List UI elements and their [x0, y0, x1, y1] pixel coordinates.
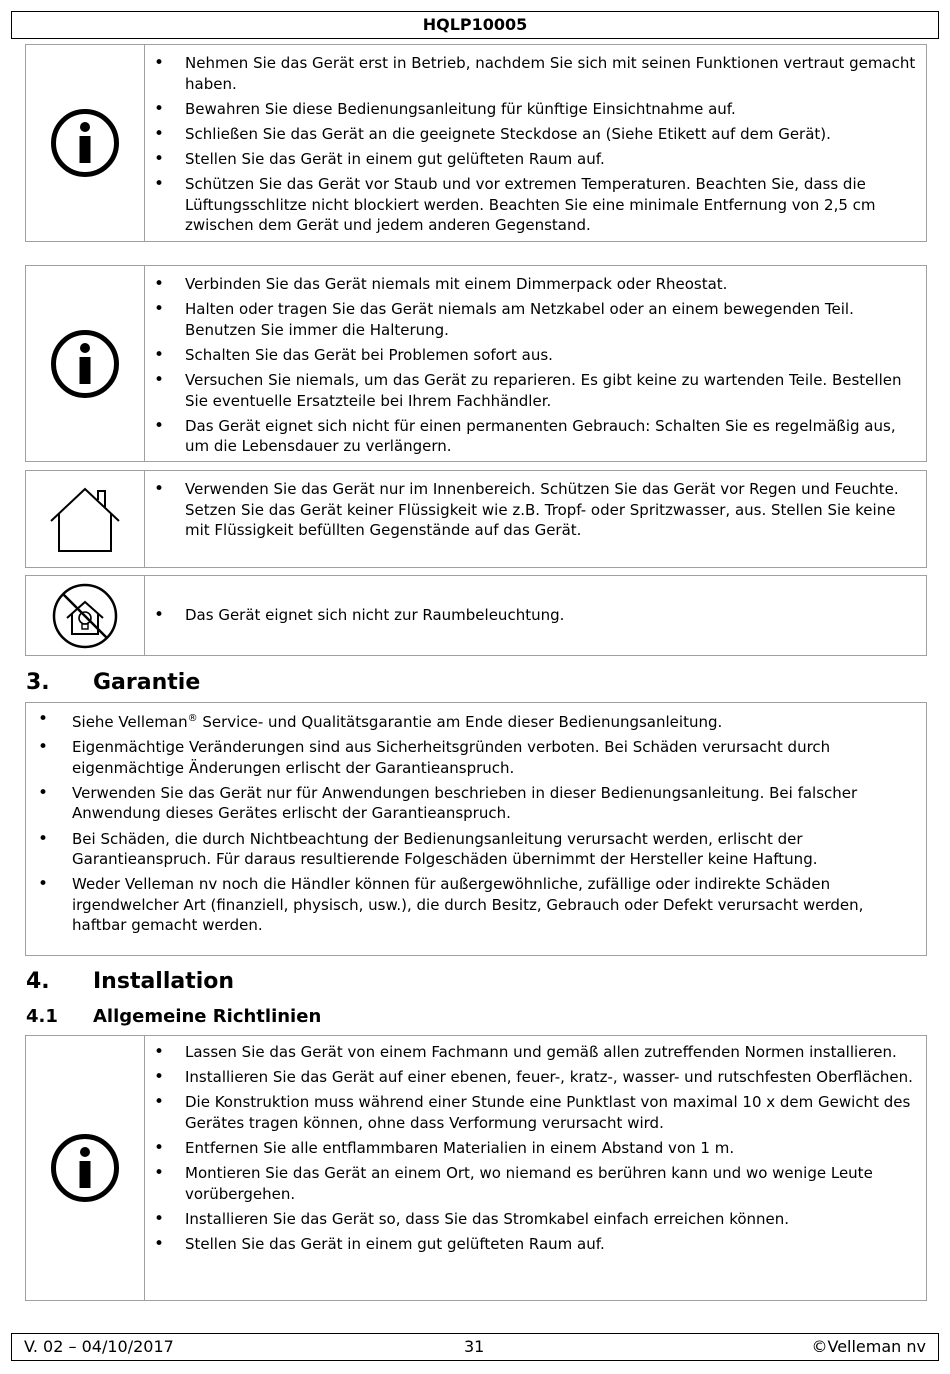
page-header: HQLP10005: [11, 11, 939, 39]
list-item: • Verbinden Sie das Gerät niemals mit einem Dimmerpack oder Rheostat.: [144, 274, 920, 295]
garantie-list: [26, 709, 920, 940]
list-item: • Verwenden Sie das Gerät nur für Anwendungen beschrieben in dieser Bedienungsanleitung. Bei falscher Anwendung dieses Gerätes erlischt der Garantieanspruch.: [26, 783, 920, 824]
list-item: • Lassen Sie das Gerät von einem Fachmann und gemäß allen zutreffenden Normen installieren.: [144, 1042, 920, 1063]
section-heading-installation: [26, 969, 234, 994]
page-number: 31: [464, 1337, 485, 1356]
copyright-label: ©Velleman nv: [811, 1337, 926, 1356]
list-item: • Siehe Velleman® Service- und Qualitätsgarantie am Ende dieser Bedienungsanleitung.: [26, 709, 920, 733]
info-icon: [50, 1133, 120, 1203]
list-item: • Schließen Sie das Gerät an die geeignete Steckdose an (Siehe Etikett auf dem Gerät).: [144, 124, 920, 145]
subsection-number: 4.1: [26, 1006, 58, 1027]
list-item: • Weder Velleman nv noch die Händler können für außergewöhnliche, zufällige oder indirekte Schäden irgendwelcher Art (finanziell, physisch, usw.), die durch Besitz, Gebrauch oder Defekt verursacht werden, haftbar gemacht werden.: [26, 874, 920, 936]
list-item: • Das Gerät eignet sich nicht zur Raumbeleuchtung.: [144, 605, 920, 626]
list-item: • Stellen Sie das Gerät in einem gut gelüfteten Raum auf.: [144, 1234, 920, 1255]
list-item: • Verwenden Sie das Gerät nur im Innenbereich. Schützen Sie das Gerät vor Regen und Feuchte. Setzen Sie das Gerät keiner Flüssigkeit wie z.B. Tropf- oder Spritzwasser, aus. Stellen Sie keine mit Flüssigkeit befüllten Gegenstände auf das Gerät.: [144, 479, 920, 541]
page-footer: [11, 1333, 939, 1361]
list-item: • Schalten Sie das Gerät bei Problemen sofort aus.: [144, 345, 920, 366]
subsection-heading-richtlinien: [26, 1006, 321, 1027]
section-title: Garantie: [93, 670, 201, 695]
no-room-lighting-box: [25, 575, 927, 656]
list-item: • Versuchen Sie niemals, um das Gerät zu reparieren. Es gibt keine zu wartenden Teile. Bestellen Sie eventuelle Ersatzteile bei Ihrem Fachhändler.: [144, 370, 920, 411]
garantie-box: [25, 702, 927, 956]
list-item: • Das Gerät eignet sich nicht für einen permanenten Gebrauch: Schalten Sie es regelmäßig aus, um die Lebensdauer zu verlängern.: [144, 416, 920, 457]
info-box-1: [25, 44, 927, 242]
info-list-1: [144, 53, 920, 240]
list-item: • Installieren Sie das Gerät so, dass Sie das Stromkabel einfach erreichen können.: [144, 1209, 920, 1230]
indoor-use-box: [25, 470, 927, 568]
list-item: • Halten oder tragen Sie das Gerät niemals am Netzkabel oder an einem bewegenden Teil. Benutzen Sie immer die Halterung.: [144, 299, 920, 340]
section-title: Installation: [93, 969, 235, 994]
list-item: • Die Konstruktion muss während einer Stunde eine Punktlast von maximal 10 x dem Gewicht des Gerätes tragen können, ohne dass Verformung verursacht wird.: [144, 1092, 920, 1133]
installation-list: [144, 1042, 920, 1259]
list-item: • Montieren Sie das Gerät an einem Ort, wo niemand es berühren kann und wo wenige Leute vorübergehen.: [144, 1163, 920, 1204]
version-label: V. 02 – 04/10/2017: [24, 1337, 174, 1356]
indoor-use-list: [144, 479, 920, 545]
list-item: • Stellen Sie das Gerät in einem gut gelüfteten Raum auf.: [144, 149, 920, 170]
no-room-lighting-list: [144, 605, 920, 630]
no-room-lighting-icon: [51, 582, 119, 650]
section-number: 4.: [26, 969, 50, 994]
section-heading-garantie: [26, 670, 200, 695]
house-icon: [45, 483, 125, 555]
info-icon: [50, 108, 120, 178]
list-item: • Eigenmächtige Veränderungen sind aus Sicherheitsgründen verboten. Bei Schäden verursacht durch eigenmächtige Änderungen erlischt der Garantieanspruch.: [26, 737, 920, 778]
list-item: • Installieren Sie das Gerät auf einer ebenen, feuer-, kratz-, wasser- und rutschfesten Oberflächen.: [144, 1067, 920, 1088]
info-list-2: [144, 274, 920, 461]
list-item: • Entfernen Sie alle entflammbaren Materialien in einem Abstand von 1 m.: [144, 1138, 920, 1159]
list-item: • Bei Schäden, die durch Nichtbeachtung der Bedienungsanleitung verursacht werden, erlischt der Garantieanspruch. Für daraus resultierende Folgeschäden übernimmt der Hersteller keine Haftung.: [26, 829, 920, 870]
info-box-2: [25, 265, 927, 462]
list-item: • Schützen Sie das Gerät vor Staub und vor extremen Temperaturen. Beachten Sie, dass die Lüftungsschlitze nicht blockiert werden. Beachten Sie eine minimale Entfernung von 2,5 cm zwischen dem Gerät und jedem anderen Gegenstand.: [144, 174, 920, 236]
section-number: 3.: [26, 670, 50, 695]
info-box-installation: [25, 1035, 927, 1301]
subsection-title: Allgemeine Richtlinien: [93, 1006, 322, 1027]
info-icon: [50, 329, 120, 399]
list-item: • Nehmen Sie das Gerät erst in Betrieb, nachdem Sie sich mit seinen Funktionen vertraut gemacht haben.: [144, 53, 920, 94]
list-item: • Bewahren Sie diese Bedienungsanleitung für künftige Einsichtnahme auf.: [144, 99, 920, 120]
